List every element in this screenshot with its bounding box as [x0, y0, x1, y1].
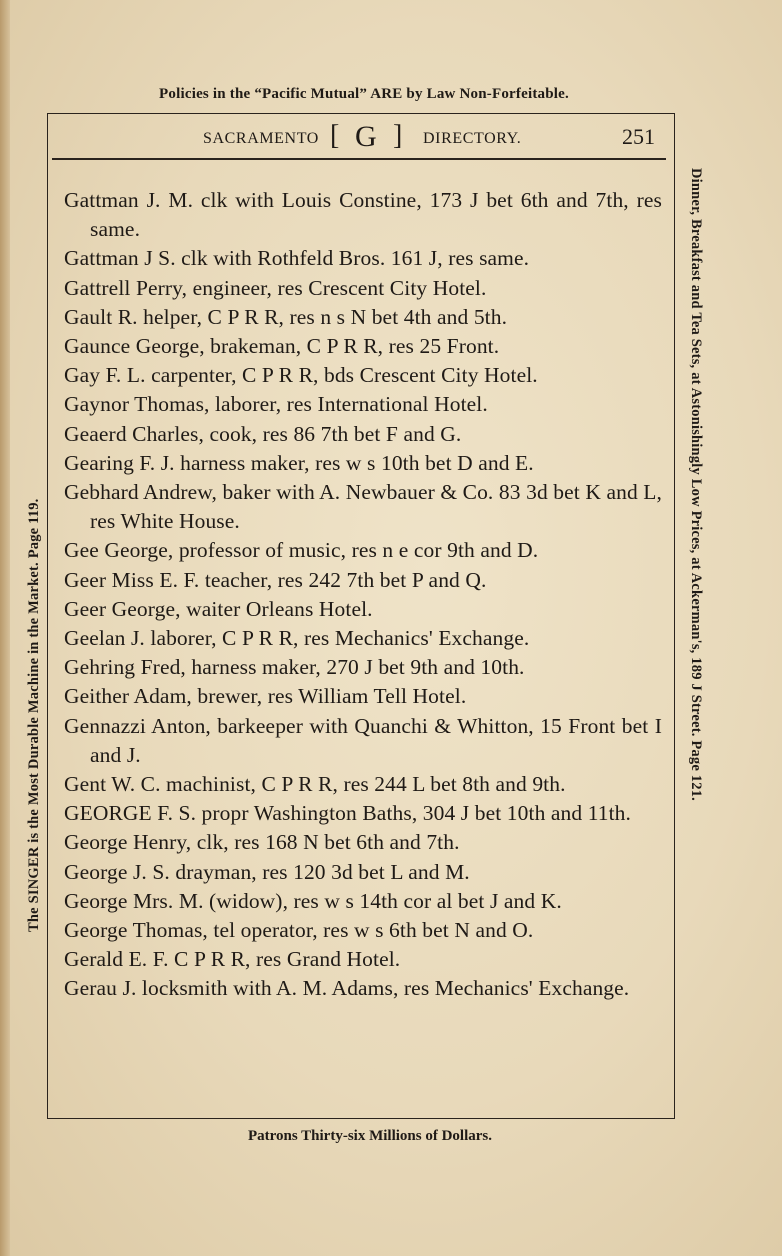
right-margin-advertisement: Dinner, Breakfast and Tea Sets, at Astonishingly Low Prices, at Ackerman's, 189 J Street. Page 121. — [688, 168, 704, 801]
header-city: SACRAMENTO — [203, 130, 319, 147]
directory-entry: Geer George, waiter Orleans Hotel. — [64, 596, 373, 621]
header-section-letter: G — [355, 120, 377, 153]
page-edge — [0, 0, 10, 1256]
directory-entry: GEORGE F. S. propr Washington Baths, 304 J bet 10th and 11th. — [64, 801, 632, 826]
directory-entry: Gee George, professor of music, res n e cor 9th and D. — [64, 538, 539, 563]
running-header — [48, 118, 674, 156]
directory-entry: George Henry, clk, res 168 N bet 6th and 7th. — [64, 830, 460, 855]
directory-entry: Gattrell Perry, engineer, res Crescent City Hotel. — [64, 275, 487, 300]
header-bracket-left: [ — [330, 120, 340, 151]
directory-entry: Gattman J. M. clk with Louis Constine, 173 J bet 6th and 7th, res same. — [64, 188, 662, 242]
top-advertisement-banner: Policies in the “Pacific Mutual” ARE by Law Non-Forfeitable. — [159, 86, 569, 102]
page-number: 251 — [622, 124, 655, 149]
directory-entry: Geelan J. laborer, C P R R, res Mechanics' Exchange. — [64, 626, 530, 651]
directory-entry: George Mrs. M. (widow), res w s 14th cor al bet J and K. — [64, 888, 562, 913]
directory-entry: Geither Adam, brewer, res William Tell Hotel. — [64, 684, 467, 709]
directory-entry: Gattman J S. clk with Rothfeld Bros. 161 J, res same. — [64, 246, 530, 271]
header-directory-label: DIRECTORY. — [423, 130, 522, 147]
directory-entry: Gerau J. locksmith with A. M. Adams, res Mechanics' Exchange. — [64, 976, 630, 1001]
directory-entries — [64, 186, 662, 1004]
directory-entry: Geaerd Charles, cook, res 86 7th bet F and G. — [64, 421, 462, 446]
directory-entry: Gerald E. F. C P R R, res Grand Hotel. — [64, 947, 401, 972]
header-bracket-right: ] — [393, 120, 403, 151]
directory-entry: Gent W. C. machinist, C P R R, res 244 L bet 8th and 9th. — [64, 772, 566, 797]
directory-entry: George J. S. drayman, res 120 3d bet L and M. — [64, 859, 470, 884]
directory-entry: Gebhard Andrew, baker with A. Newbauer & Co. 83 3d bet K and L, res White House. — [64, 480, 662, 534]
directory-entry: Gearing F. J. harness maker, res w s 10th bet D and E. — [64, 450, 534, 475]
bottom-advertisement-banner: Patrons Thirty-six Millions of Dollars. — [247, 1128, 493, 1144]
directory-entry: Gay F. L. carpenter, C P R R, bds Crescent City Hotel. — [64, 363, 538, 388]
directory-entry: Gehring Fred, harness maker, 270 J bet 9th and 10th. — [64, 655, 525, 680]
directory-entry: Gault R. helper, C P R R, res n s N bet 4th and 5th. — [64, 304, 508, 329]
left-margin-advertisement: The SINGER is the Most Durable Machine in the Market. Page 119. — [26, 498, 42, 932]
directory-entry: Gennazzi Anton, barkeeper with Quanchi & Whitton, 15 Front bet I and J. — [64, 713, 662, 767]
directory-entry: George Thomas, tel operator, res w s 6th bet N and O. — [64, 918, 534, 943]
directory-entry: Geer Miss E. F. teacher, res 242 7th bet P and Q. — [64, 567, 487, 592]
header-divider — [52, 158, 666, 160]
directory-entry: Gaynor Thomas, laborer, res International Hotel. — [64, 392, 488, 417]
directory-entry: Gaunce George, brakeman, C P R R, res 25 Front. — [64, 334, 500, 359]
